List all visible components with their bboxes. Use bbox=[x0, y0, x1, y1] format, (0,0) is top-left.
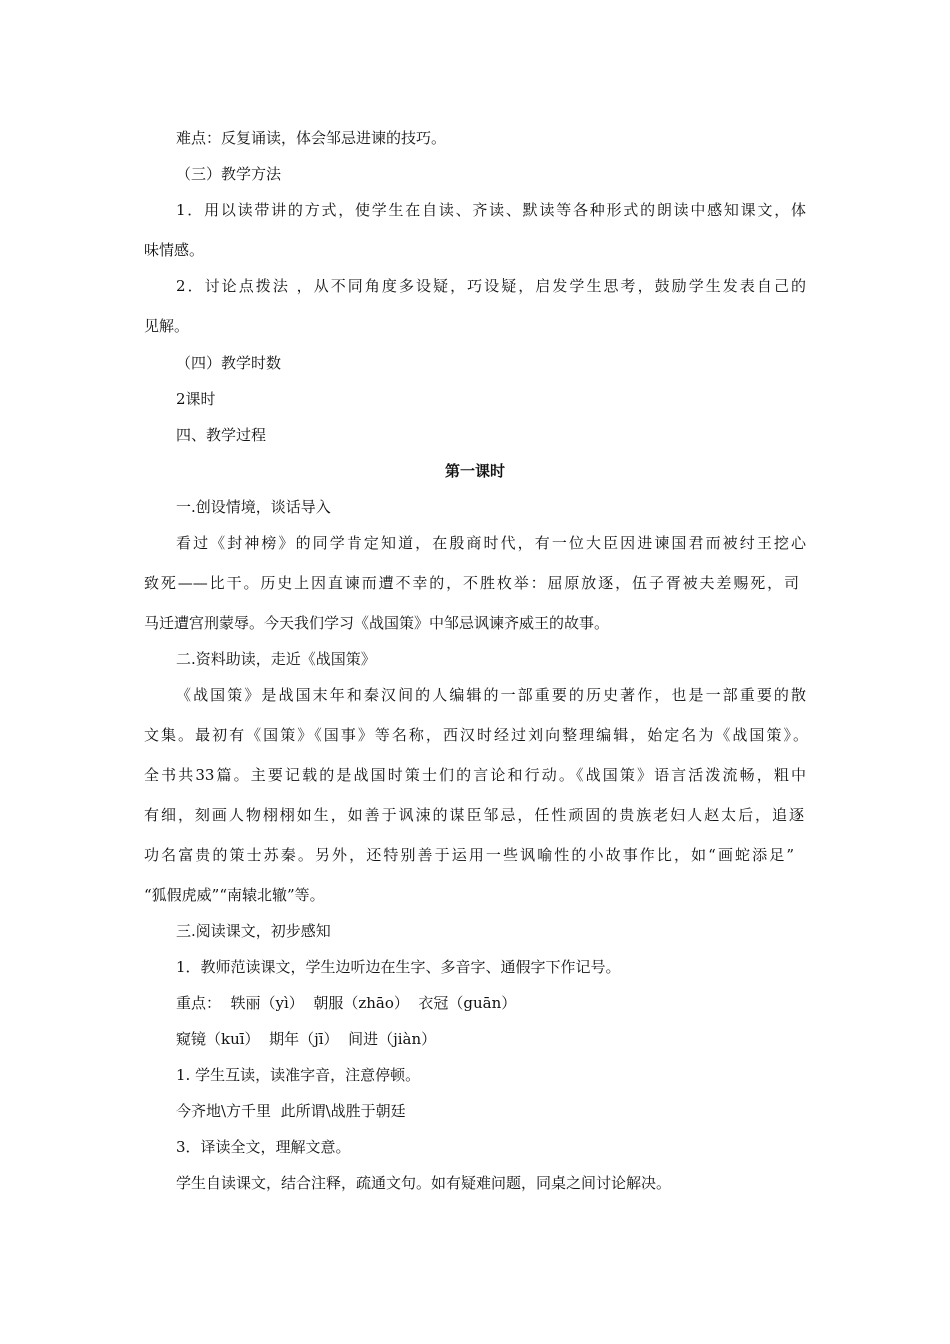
section-heading-teaching-methods: （三）教学方法 bbox=[176, 165, 282, 183]
step-2-heading: 二.资料助读，走近《战国策》 bbox=[176, 650, 376, 668]
method-2-line-1: 2．讨论点拨法 ，从不同角度多设疑，巧设疑，启发学生思考，鼓励学生发表自己的 bbox=[176, 277, 806, 295]
lesson-title: 第一课时 bbox=[444, 462, 505, 480]
intro-paragraph-line-1: 看过《封神榜》的同学肯定知道，在殷商时代，有一位大臣因进谏国君而被纣王挖心 bbox=[176, 534, 806, 552]
step-3-heading: 三.阅读课文，初步感知 bbox=[176, 922, 331, 940]
zhanguoce-paragraph-line-4: 有细，刻画人物栩栩如生，如善于讽涑的谋臣邹忌，任性顽固的贵族老妇人赵太后，追逐 bbox=[144, 806, 804, 824]
pause-example: 今齐地\方千里 此所谓\战胜于朝廷 bbox=[176, 1102, 406, 1120]
zhanguoce-paragraph-line-1: 《战国策》是战国末年和秦汉间的人编辑的一部重要的历史著作，也是一部重要的散 bbox=[176, 686, 806, 704]
zhanguoce-paragraph-line-5: 功名富贵的策士苏秦。另外，还特别善于运用一些讽喻性的小故事作比，如“画蛇添足” bbox=[144, 846, 794, 864]
zhanguoce-paragraph-line-3: 全书共33篇。主要记载的是战国时策士们的言论和行动。《战国策》语言活泼流畅，粗中 bbox=[144, 766, 806, 784]
intro-paragraph-line-3: 马迁遭宫刑蒙辱。今天我们学习《战国策》中邹忌讽谏齐威王的故事。 bbox=[144, 614, 610, 632]
reading-instruction-1: 1．教师范读课文，学生边听边在生字、多音字、通假字下作记号。 bbox=[176, 958, 621, 976]
difficulty-line: 难点：反复诵读，体会邹忌进谏的技巧。 bbox=[176, 129, 447, 147]
method-2-line-2: 见解。 bbox=[144, 317, 190, 335]
method-1-line-2: 味情感。 bbox=[144, 241, 205, 259]
reading-instruction-3: 3．译读全文，理解文意。 bbox=[176, 1138, 351, 1156]
key-pronunciations-line-2: 窥镜（kuī） 期年（jī） 间进（jiàn） bbox=[176, 1030, 437, 1048]
section-heading-teaching-process: 四、教学过程 bbox=[176, 426, 267, 444]
section-heading-teaching-hours: （四）教学时数 bbox=[176, 354, 282, 372]
zhanguoce-paragraph-line-2: 文集。最初有《国策》《国事》等名称，西汉时经过刘向整理编辑，始定名为《战国策》。 bbox=[144, 726, 808, 744]
key-pronunciations-line-1: 重点： 轶丽（yì） 朝服（zhāo） 衣冠（guān） bbox=[176, 994, 517, 1012]
zhanguoce-paragraph-line-6: “狐假虎威”“南辕北辙”等。 bbox=[144, 886, 325, 904]
teaching-hours-value: 2课时 bbox=[176, 390, 216, 408]
method-1-line-1: 1．用以读带讲的方式，使学生在自读、齐读、默读等各种形式的朗读中感知课文，体 bbox=[176, 201, 806, 219]
step-1-heading: 一.创设情境，谈话导入 bbox=[176, 498, 331, 516]
reading-instruction-2: 1. 学生互读，读准字音，注意停顿。 bbox=[176, 1066, 421, 1084]
intro-paragraph-line-2: 致死——比干。历史上因直谏而遭不幸的，不胜枚举：屈原放逐，伍子胥被夫差赐死，司 bbox=[144, 574, 799, 592]
self-study-instruction: 学生自读课文，结合注释，疏通文句。如有疑难问题，同桌之间讨论解决。 bbox=[176, 1174, 672, 1192]
